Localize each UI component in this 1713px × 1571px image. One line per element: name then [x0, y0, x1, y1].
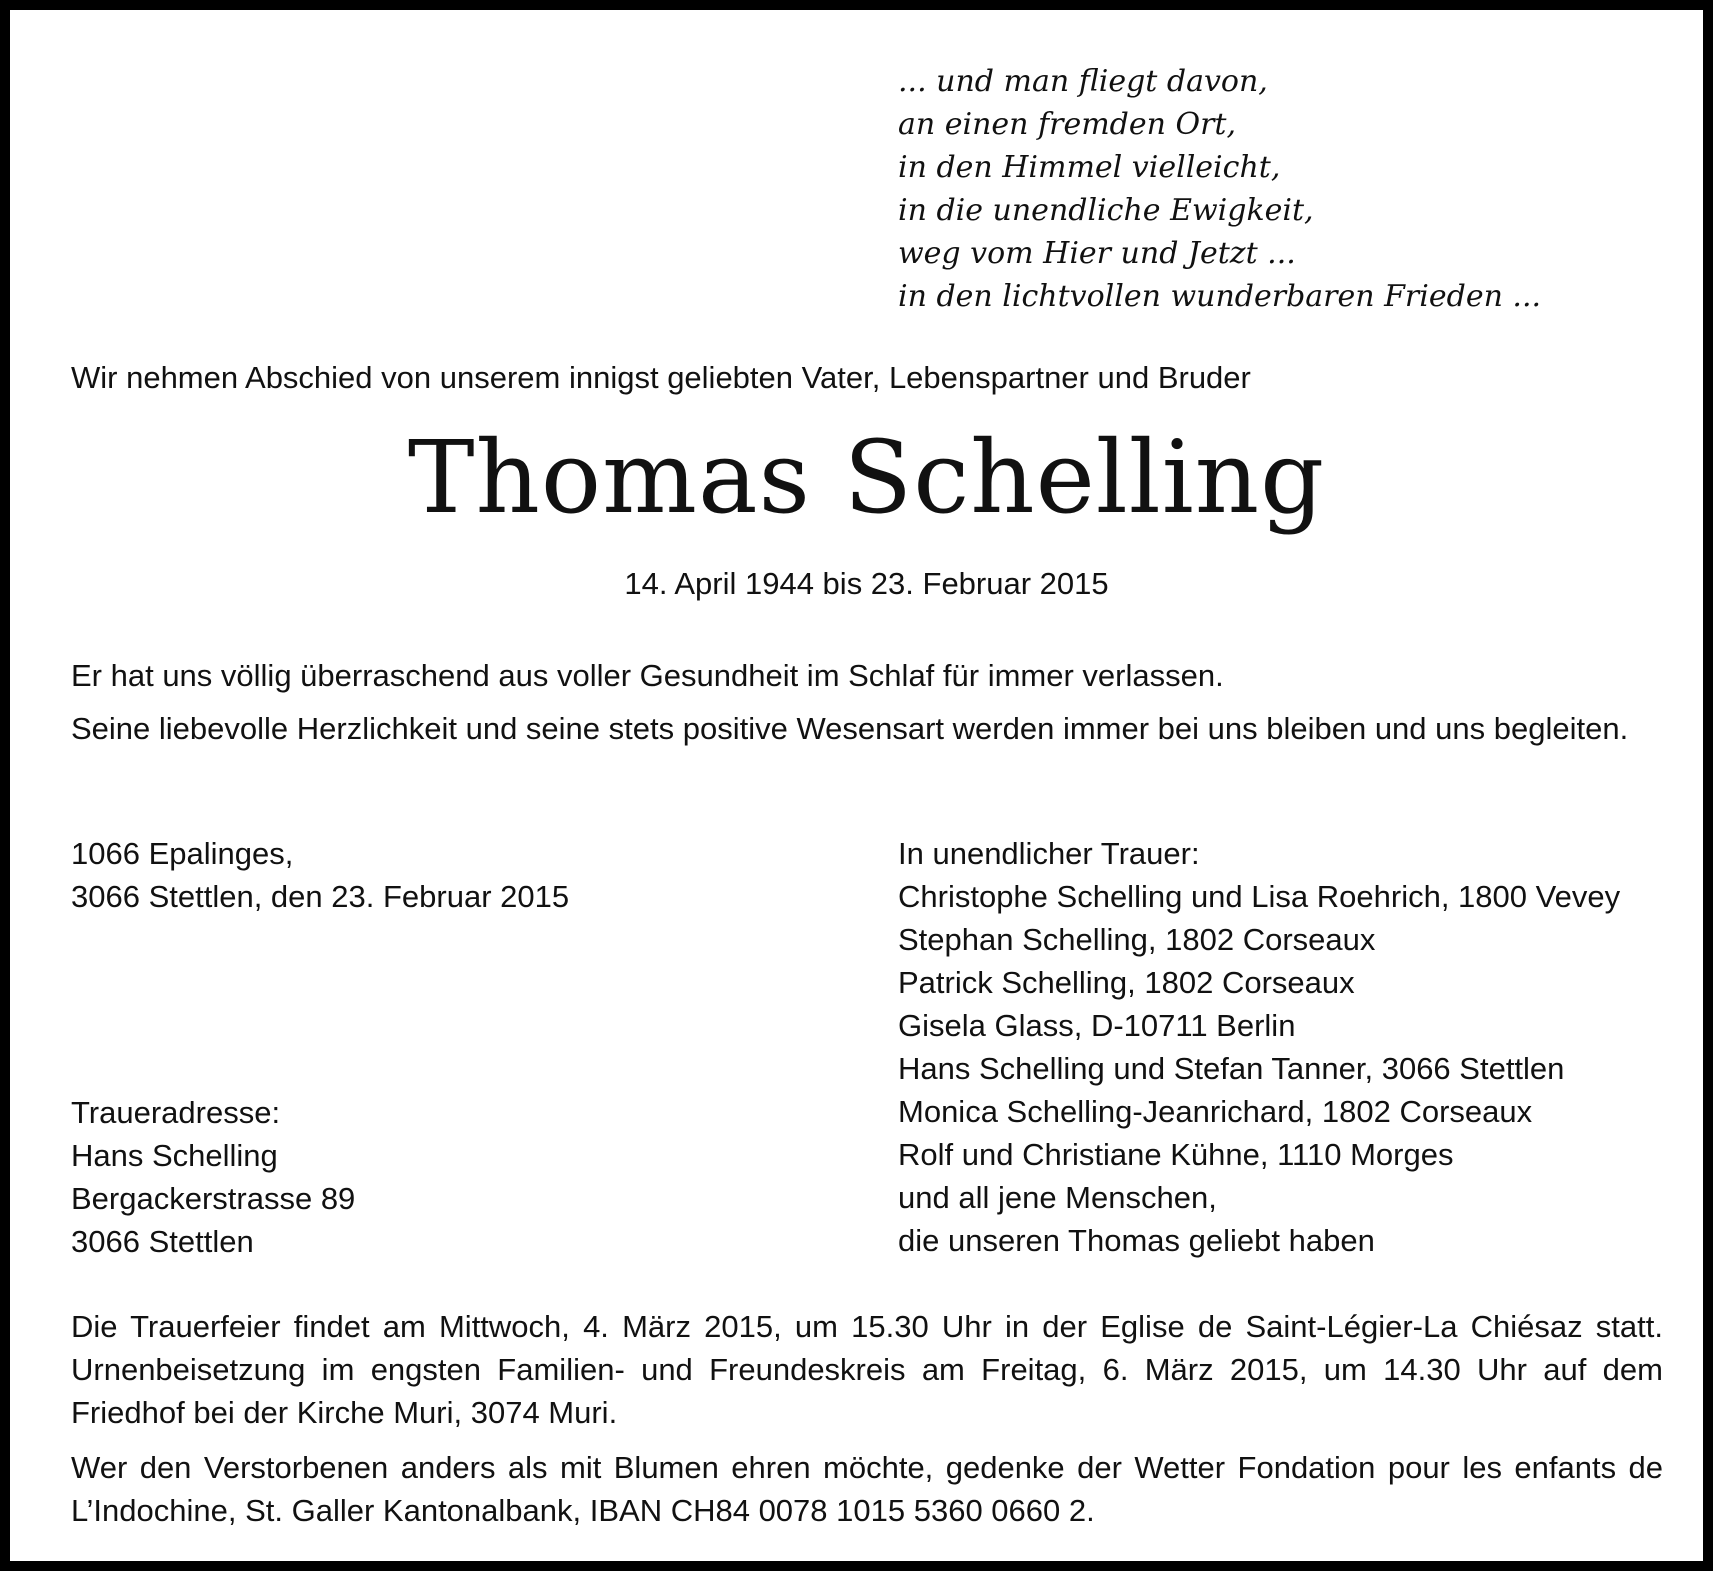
mourners-list — [898, 832, 1620, 1262]
poem-line: ... und man fliegt davon, — [898, 64, 1268, 99]
mourner-line: In unendlicher Trauer: — [898, 836, 1200, 871]
address-line: Bergackerstrasse 89 — [71, 1181, 356, 1216]
intro-text: Wir nehmen Abschied von unserem innigst geliebten Vater, Lebenspartner und Bruder — [71, 360, 1251, 395]
paragraph-donation: Wer den Verstorbenen anders als mit Blumen ehren möchte, gedenke der Wetter Fondation pour les enfants de L’Indochine, St. Galler Kantonalbank, IBAN CH84 0078 1015 5360 0660 2. — [71, 1450, 1663, 1528]
address-line: 3066 Stettlen — [71, 1224, 254, 1259]
mourner-line: und all jene Menschen, — [898, 1180, 1217, 1215]
paragraph-passing: Er hat uns völlig überraschend aus voller Gesundheit im Schlaf für immer verlassen. — [71, 658, 1224, 693]
mourner-line: Hans Schelling und Stefan Tanner, 3066 Stettlen — [898, 1051, 1565, 1086]
mourner-line: die unseren Thomas geliebt haben — [898, 1223, 1375, 1258]
mourner-line: Monica Schelling-Jeanrichard, 1802 Corseaux — [898, 1094, 1533, 1129]
mourner-line: Gisela Glass, D-10711 Berlin — [898, 1008, 1296, 1043]
place-date-line: 3066 Stettlen, den 23. Februar 2015 — [71, 879, 570, 914]
deceased-name: Thomas Schelling — [407, 419, 1326, 536]
poem-line: in den Himmel vielleicht, — [898, 150, 1281, 185]
mourner-line: Rolf und Christiane Kühne, 1110 Morges — [898, 1137, 1454, 1172]
paragraph-ceremony: Die Trauerfeier findet am Mittwoch, 4. März 2015, um 15.30 Uhr in der Eglise de Saint-Légier-La Chiésaz statt. Urnenbeisetzung im engsten Familien- und Freundeskreis am Freitag, 6. März 2015, um 14.30 Uhr auf dem Friedhof bei der Kirche Muri, 3074 Muri. — [71, 1309, 1663, 1430]
poem-line: in die unendliche Ewigkeit, — [898, 193, 1314, 228]
mourning-address — [71, 1091, 355, 1263]
mourner-line: Stephan Schelling, 1802 Corseaux — [898, 922, 1376, 957]
poem-line: weg vom Hier und Jetzt ... — [898, 236, 1296, 271]
place-date — [71, 832, 569, 918]
poem-line: in den lichtvollen wunderbaren Frieden ... — [898, 279, 1542, 314]
life-dates: 14. April 1944 bis 23. Februar 2015 — [624, 566, 1109, 601]
poem — [898, 60, 1541, 318]
mourner-line: Patrick Schelling, 1802 Corseaux — [898, 965, 1355, 1000]
place-date-line: 1066 Epalinges, — [71, 836, 294, 871]
mourner-line: Christophe Schelling und Lisa Roehrich, 1800 Vevey — [898, 879, 1621, 914]
address-line: Hans Schelling — [71, 1138, 278, 1173]
paragraph-remembrance: Seine liebevolle Herzlichkeit und seine stets positive Wesensart werden immer bei uns bleiben und uns begleiten. — [71, 711, 1629, 746]
poem-line: an einen fremden Ort, — [898, 107, 1237, 142]
address-line: Traueradresse: — [71, 1095, 281, 1130]
